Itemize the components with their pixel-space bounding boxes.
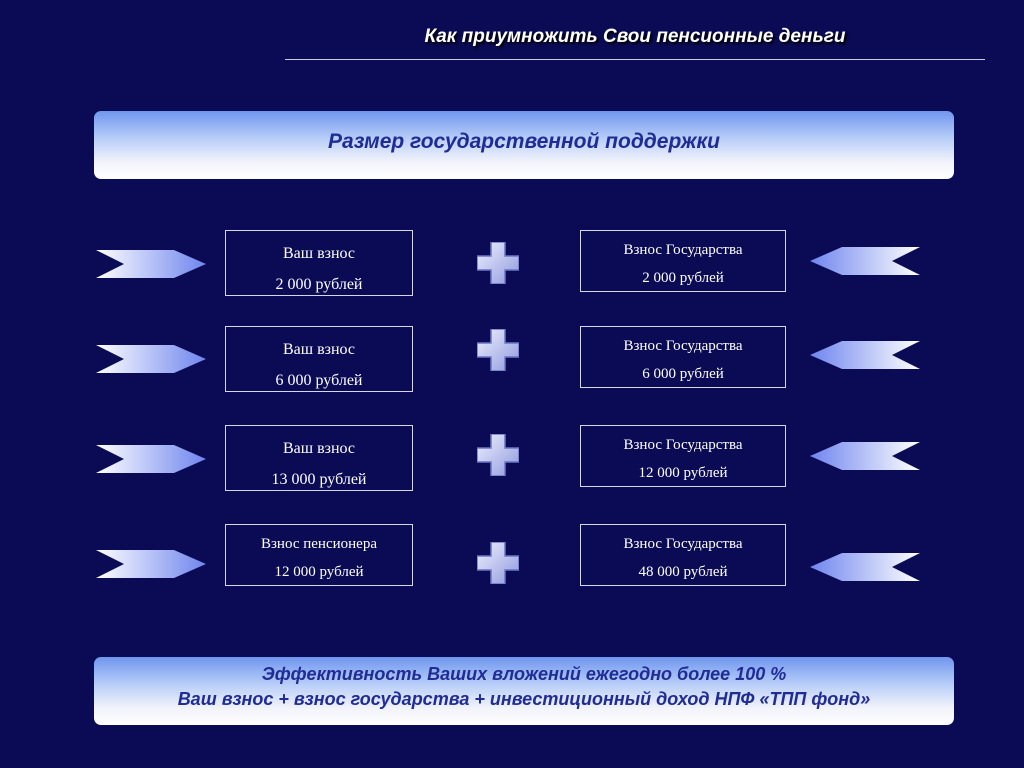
state-contribution-label: Взнос Государства [623,242,743,258]
slide-title: Как приумножить Свои пенсионные деньги [424,26,846,47]
your-contribution-amount: 2 000 рублей [275,276,363,293]
state-contribution-amount: 6 000 рублей [642,366,724,382]
pensioner-contribution-amount: 12 000 рублей [274,564,364,580]
pensioner-contribution-label: Взнос пенсионера [261,536,377,552]
state-contribution-label: Взнос Государства [623,338,743,354]
state-contribution-label: Взнос Государства [623,536,743,552]
chevron-arrow-right-icon [96,550,206,578]
support-banner: Размер государственной поддержки [94,111,954,179]
state-contribution-amount: 48 000 рублей [638,564,728,580]
chevron-arrow-left-icon [810,442,920,470]
your-contribution-label: Ваш взнос [282,440,356,457]
state-contribution-amount: 12 000 рублей [638,465,728,481]
efficiency-banner [94,657,954,725]
your-contribution-label: Ваш взнос [282,245,356,262]
your-contribution-amount: 6 000 рублей [275,372,363,389]
plus-icon [477,542,519,584]
your-contribution-amount: 13 000 рублей [271,471,367,488]
plus-icon [477,329,519,371]
your-contribution-box [225,425,413,491]
state-contribution-box [580,326,786,388]
plus-icon [477,434,519,476]
state-contribution-label: Взнос Государства [623,437,743,453]
chevron-arrow-right-icon [96,345,206,373]
chevron-arrow-left-icon [810,553,920,581]
efficiency-headline: Эффективность Ваших вложений ежегодно более 100 % [261,664,787,684]
pensioner-contribution-box [225,524,413,586]
chevron-arrow-right-icon [96,250,206,278]
chevron-arrow-left-icon [810,247,920,275]
state-contribution-box [580,524,786,586]
title-divider [285,59,985,60]
your-contribution-label: Ваш взнос [282,341,356,358]
state-contribution-amount: 2 000 рублей [642,270,724,286]
state-contribution-box [580,425,786,487]
state-contribution-box [580,230,786,292]
your-contribution-box [225,326,413,392]
efficiency-formula: Ваш взнос + взнос государства + инвестиционный доход НПФ «ТПП фонд» [177,689,871,709]
chevron-arrow-left-icon [810,341,920,369]
your-contribution-box [225,230,413,296]
chevron-arrow-right-icon [96,445,206,473]
plus-icon [477,242,519,284]
